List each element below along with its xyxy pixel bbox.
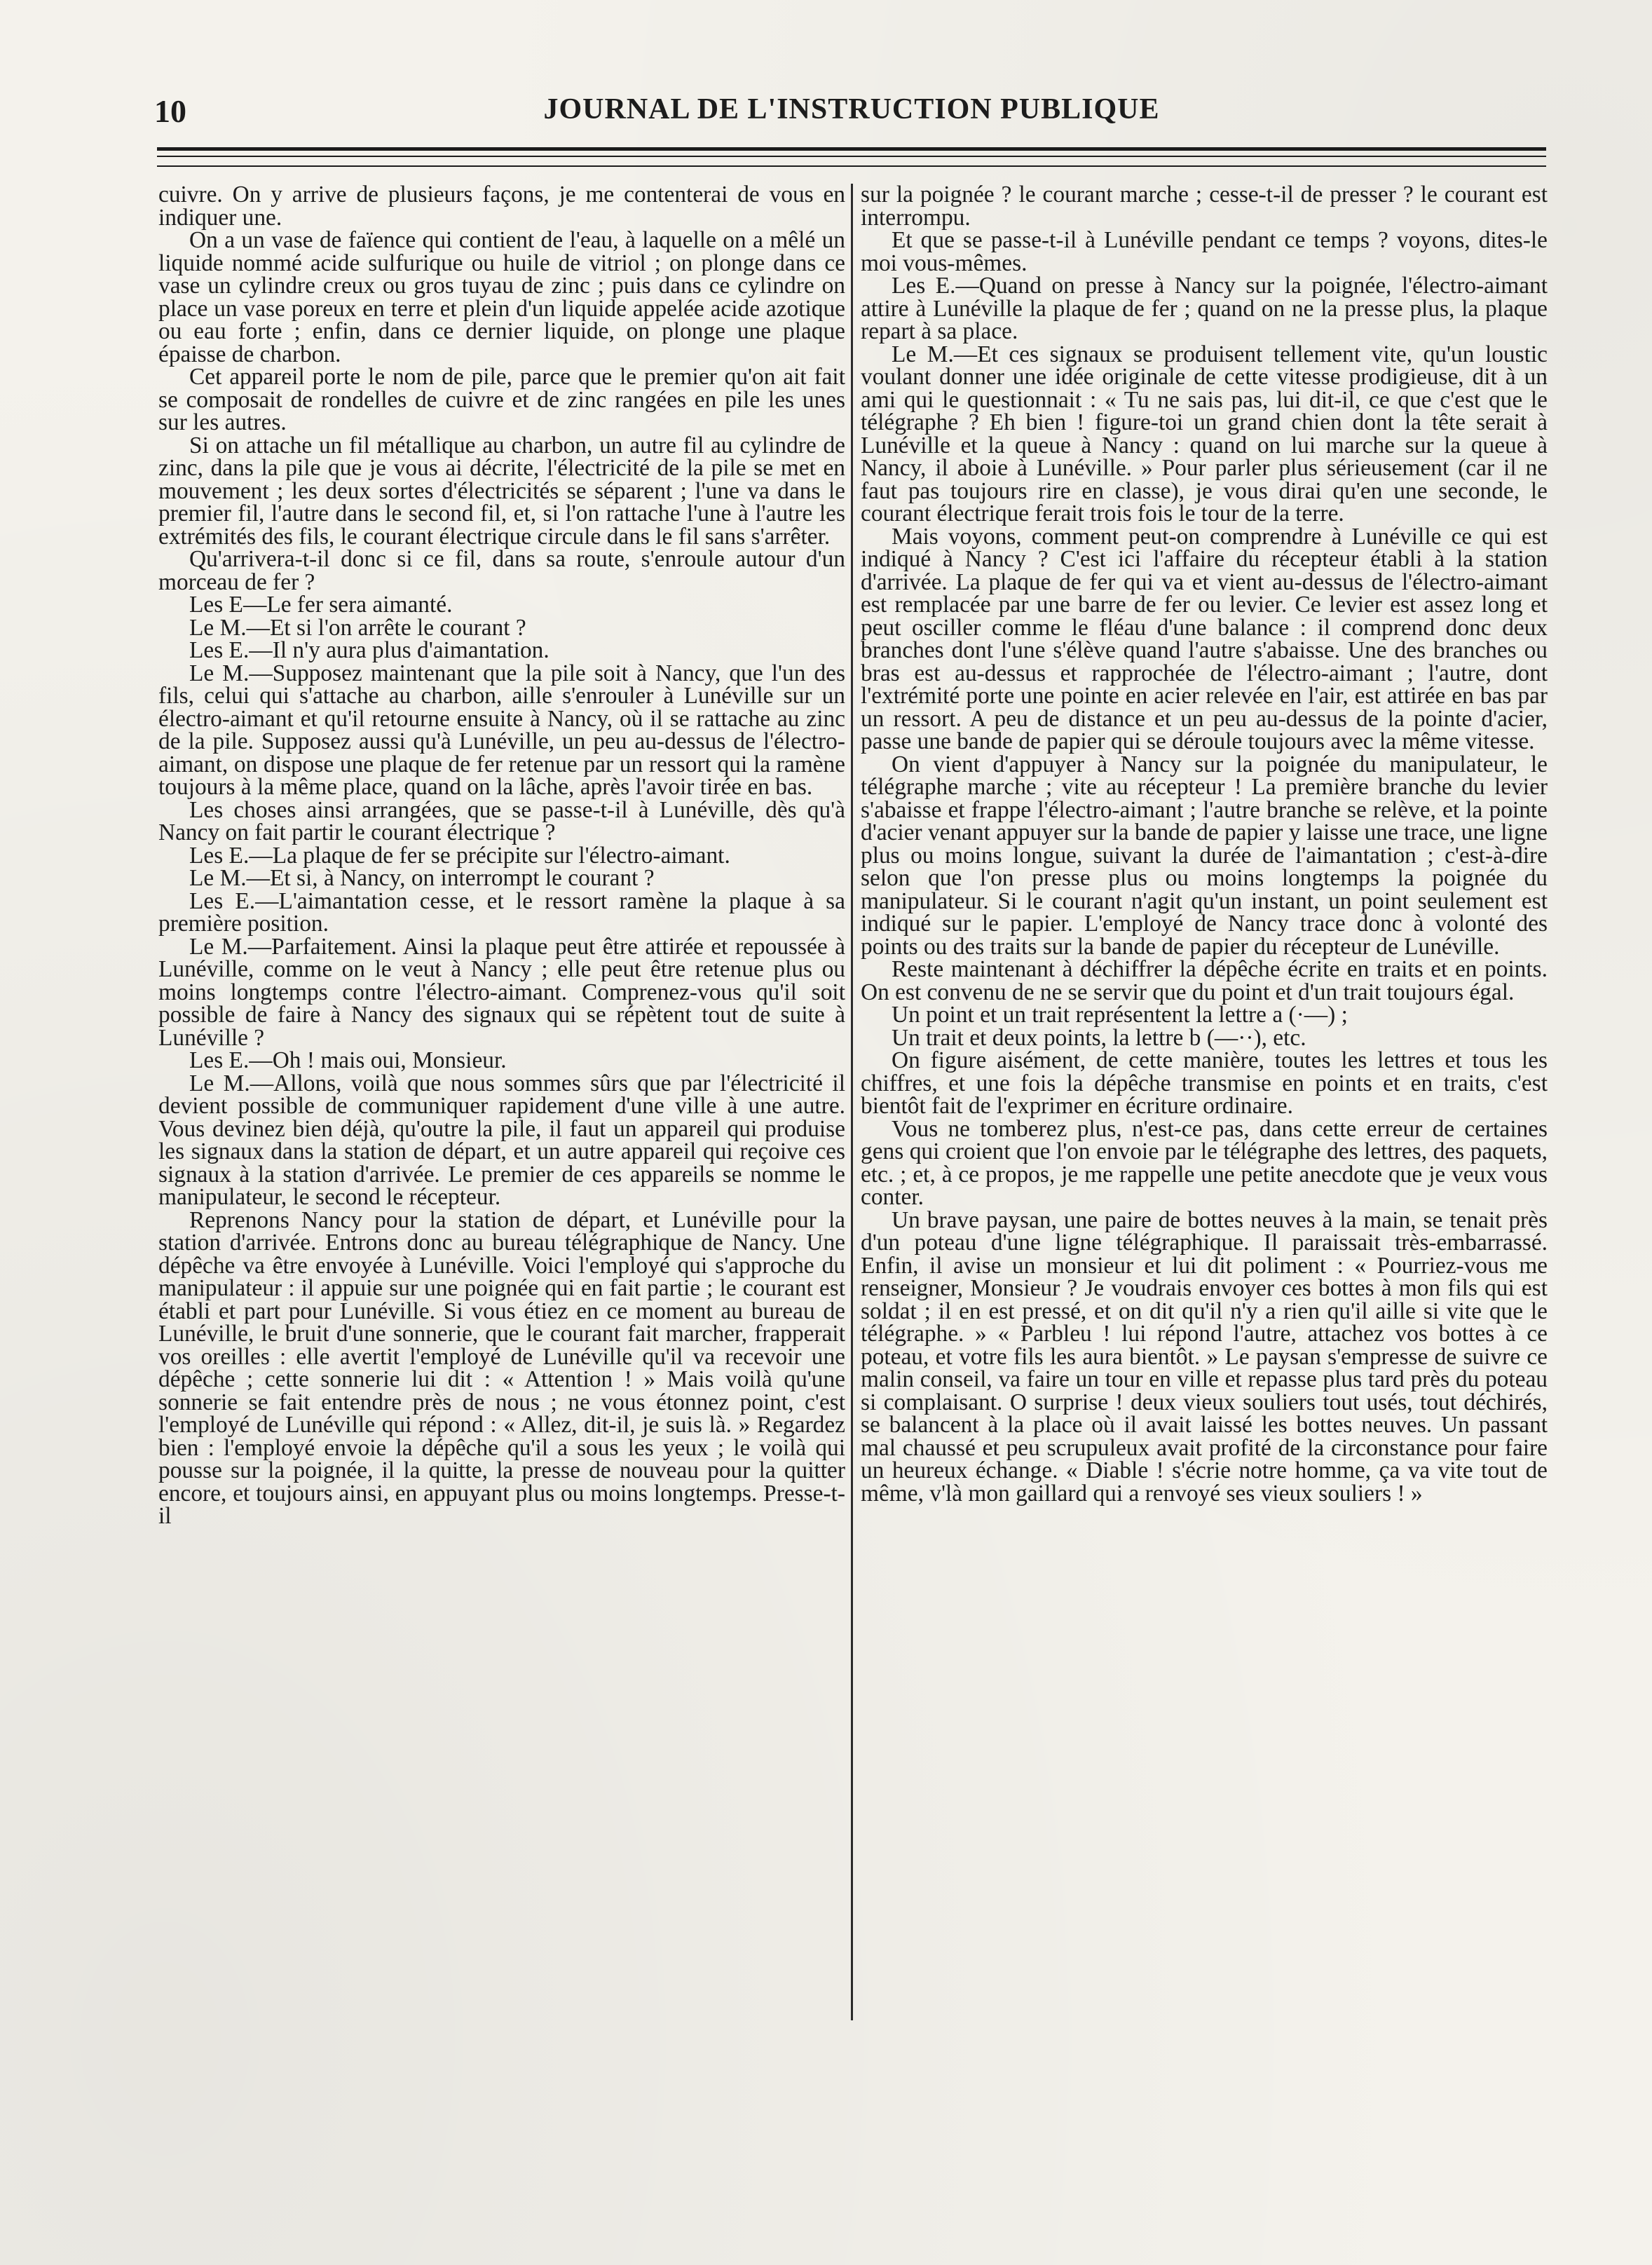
paragraph: Cet appareil porte le nom de pile, parce que le premier qu'on ait fait se composait de rondelles de cuivre et de zinc rangées en pile les unes sur les autres.	[158, 364, 845, 435]
page-number: 10	[154, 93, 186, 129]
dialogue-line: Les E.—Oh ! mais oui, Monsieur.	[189, 1047, 507, 1073]
dialogue-line: Les E—Le fer sera aimanté.	[189, 592, 453, 618]
paragraph: Reste maintenant à déchiffrer la dépêche écrite en traits et en points. On est convenu de ne se servir que du point et d'un trait toujours égal.	[861, 956, 1548, 1005]
running-title: JOURNAL DE L'INSTRUCTION PUBLIQUE	[543, 93, 1160, 125]
paragraph: Qu'arrivera-t-il donc si ce fil, dans sa route, s'enroule autour d'un morceau de fer ?	[158, 546, 845, 595]
left-column	[158, 184, 845, 2189]
dialogue-line: Les E.—Quand on presse à Nancy sur la poignée, l'électro-aimant attire à Lunéville la plaque de fer ; quand on ne la presse plus, la plaque repart à sa place.	[861, 273, 1548, 344]
paragraph: Un point et un trait représentent la lettre a (·—) ;	[892, 1002, 1348, 1028]
paragraph: Mais voyons, comment peut-on comprendre à Lunéville ce qui est indiqué à Nancy ? C'est ici l'affaire du récepteur établi à la station d'arrivée. La plaque de fer qui va et vient au-dessus de l'électro-aimant est remplacée par une barre de fer ou levier. Ce levier est assez long et peut osciller comme le fléau d'une balance : il comprend donc deux branches dont l'une s'élève quand l'autre s'abaisse. Une des branches ou bras est au-dessus et rapprochée de l'électro-aimant ; l'autre, dont l'extrémité porte une pointe en acier relevée en l'air, est attirée en bas par un ressort. A peu de distance et un peu au-dessus de la pointe d'acier, passe une bande de papier qui se déroule toujours avec la même vitesse.	[861, 523, 1548, 754]
paragraph: Les choses ainsi arrangées, que se passe-t-il à Lunéville, dès qu'à Nancy on fait partir le courant électrique ?	[158, 796, 845, 845]
dialogue-line: Les E.—L'aimantation cesse, et le ressort ramène la plaque à sa première position.	[158, 887, 845, 937]
paragraph: sur la poignée ? le courant marche ; cesse-t-il de presser ? le courant est interrompu.	[861, 184, 1548, 231]
paragraph: Reprenons Nancy pour la station de départ, et Lunéville pour la station d'arrivée. Entrons donc au bureau télégraphique de Nancy. Une dépêche va être envoyée à Lunéville. Voici l'employé qui s'approche du manipulateur : il appuie sur une poignée qui en fait partie ; le courant est établi et part pour Lunéville. Si vous étiez en ce moment au bureau de Lunéville, le bruit d'une sonnerie, que le courant fait marcher, frapperait vos oreilles : elle avertit l'employé de Lunéville qu'il va recevoir une dépêche ; cette sonnerie lui dit : « Attention ! » Mais voilà qu'une sonnerie se fait entendre près de nous ; ne vous étonnez point, c'est l'employé de Lunéville qui répond : « Allez, dit-il, je suis là. » Regardez bien : l'employé envoie la dépêche qu'il a sous les yeux ; le voilà qui pousse sur la poignée, il la quitte, la presse de nouveau pour la quitter encore, et toujours ainsi, en appuyant plus ou moins longtemps. Presse-t-il	[158, 1206, 845, 1529]
paragraph: Un trait et deux points, la lettre b (—··), etc.	[892, 1024, 1306, 1051]
paragraph: cuivre. On y arrive de plusieurs façons, je me contenterai de vous en indiquer une.	[158, 184, 845, 231]
paragraph: Et que se passe-t-il à Lunéville pendant ce temps ? voyons, dites-le moi vous-mêmes.	[861, 227, 1548, 276]
dialogue-line: Le M.—Allons, voilà que nous sommes sûrs que par l'électricité il devient possible de communiquer rapidement d'une ville à une autre. Vous devinez bien déjà, qu'outre la pile, il faut un appareil qui produise les signaux dans la station de départ, et un autre appareil qui reçoive ces signaux à la station d'arrivée. Le premier de ces appareils se nomme le manipulateur, le second le récepteur.	[158, 1070, 845, 1210]
dialogue-line: Le M.—Supposez maintenant que la pile soit à Nancy, que l'un des fils, celui qui s'attache au charbon, aille s'enrouler à Lunéville sur un électro-aimant et qu'il retourne ensuite à Nancy, où il se rattache au zinc de la pile. Supposez aussi qu'à Lunéville, un peu au-dessus de l'électro-aimant, on dispose une plaque de fer retenue par un ressort qui la ramène toujours à la même place, quand on la lâche, après l'avoir tirée en bas.	[158, 660, 845, 800]
dialogue-line: Les E.—Il n'y aura plus d'aimantation.	[189, 637, 549, 663]
dialogue-line: Les E.—La plaque de fer se précipite sur l'électro-aimant.	[189, 842, 730, 869]
paragraph: Si on attache un fil métallique au charbon, un autre fil au cylindre de zinc, dans la pile que je vous ai décrite, l'électricité de la pile se met en mouvement ; les deux sortes d'électricités se séparent ; l'une va dans le premier fil, l'autre dans le second fil, et, si l'on rattache l'une à l'autre les extrémités des fils, le courant électrique circule dans le fil sans s'arrêter.	[158, 432, 845, 550]
header-rule-thin-lower	[157, 165, 1546, 167]
paragraph: Un brave paysan, une paire de bottes neuves à la main, se tenait près d'un poteau d'une ligne télégraphique. Il paraissait très-embarrassé. Enfin, il avise un monsieur et lui dit poliment : « Pourriez-vous me renseigner, Monsieur ? Je voudrais envoyer ces bottes à mon fils qui est soldat ; il en est pressé, et on dit qu'il n'y a rien qu'il aille si vite que le télégraphe. » « Parbleu ! lui répond l'autre, attachez vos bottes à ce poteau, et votre fils les aura bientôt. » Le paysan s'empresse de suivre ce malin conseil, va faire un tour en ville et repasse plus tard près du poteau si complaisant. O surprise ! deux vieux souliers tout usés, tout déchirés, se balancent à la place où il avait laissé les bottes neuves. Un passant mal chaussé et peu scrupuleux avait profité de la circonstance pour faire un heureux échange. « Diable ! s'écrie notre homme, ça va vite tout de même, v'là mon gaillard qui a renvoyé ses vieux souliers ! »	[861, 1206, 1548, 1506]
paragraph: On figure aisément, de cette manière, toutes les lettres et tous les chiffres, et une fois la dépêche transmise en points et en traits, c'est bientôt fait de l'exprimer en écriture ordinaire.	[861, 1047, 1548, 1119]
header-rule-thin	[157, 156, 1546, 157]
dialogue-line: Le M.—Et si, à Nancy, on interrompt le courant ?	[189, 865, 655, 891]
header-rule-thick	[157, 147, 1546, 151]
dialogue-line: Le M.—Parfaitement. Ainsi la plaque peut être attirée et repoussée à Lunéville, comme on le veut à Nancy ; elle peut être retenue plus ou moins longtemps contre l'électro-aimant. Comprenez-vous qu'il soit possible de faire à Nancy des signaux qui se répètent tout de suite à Lunéville ?	[158, 933, 845, 1051]
column-divider	[851, 184, 853, 2020]
paragraph: On vient d'appuyer à Nancy sur la poignée du manipulateur, le télégraphe marche ; vite au récepteur ! La première branche du levier s'abaisse et frappe l'électro-aimant ; l'autre branche se relève, et la pointe d'acier venant appuyer sur la bande de papier y laisse une trace, une ligne plus ou moins longue, suivant la durée de l'aimantation ; c'est-à-dire selon que l'on presse plus ou moins longtemps la poignée du manipulateur. Si le courant n'agit qu'un instant, un point seulement est indiqué sur le papier. L'employé de Nancy trace donc à volonté des points ou des traits sur la bande de papier du récepteur de Lunéville.	[861, 751, 1548, 960]
dialogue-line: Le M.—Et si l'on arrête le courant ?	[189, 614, 526, 641]
page-header	[154, 93, 1549, 142]
dialogue-line: Le M.—Et ces signaux se produisent tellement vite, qu'un loustic voulant donner une idée originale de cette vitesse prodigieuse, dit à un ami qui le questionnait : « Tu ne sais pas, lui dit-il, ce que c'est que le télégraphe ? Eh bien ! figure-toi un grand chien dont la tête serait à Lunéville et la queue à Nancy : quand on lui marche sur la queue à Nancy, il aboie à Lunéville. » Pour parler plus sérieusement (car il ne faut pas toujours rire en classe), je vous dirai qu'en une seconde, le courant électrique ferait trois fois le tour de la terre.	[861, 341, 1548, 526]
paragraph: Vous ne tomberez plus, n'est-ce pas, dans cette erreur de certaines gens qui croient que l'on envoie par le télégraphe des lettres, des paquets, etc. ; et, à ce propos, je me rappelle une petite anecdote que je veux vous conter.	[861, 1115, 1548, 1210]
paragraph: On a un vase de faïence qui contient de l'eau, à laquelle on a mêlé un liquide nommé acide sulfurique ou huile de vitriol ; on plonge dans ce vase un cylindre creux ou gros tuyau de zinc ; puis dans ce cylindre on place un vase poreux en terre et plein d'un liquide appelée acide azotique ou eau forte ; enfin, dans ce dernier liquide, on plonge une plaque épaisse de charbon.	[158, 227, 845, 367]
right-column	[861, 184, 1548, 2189]
